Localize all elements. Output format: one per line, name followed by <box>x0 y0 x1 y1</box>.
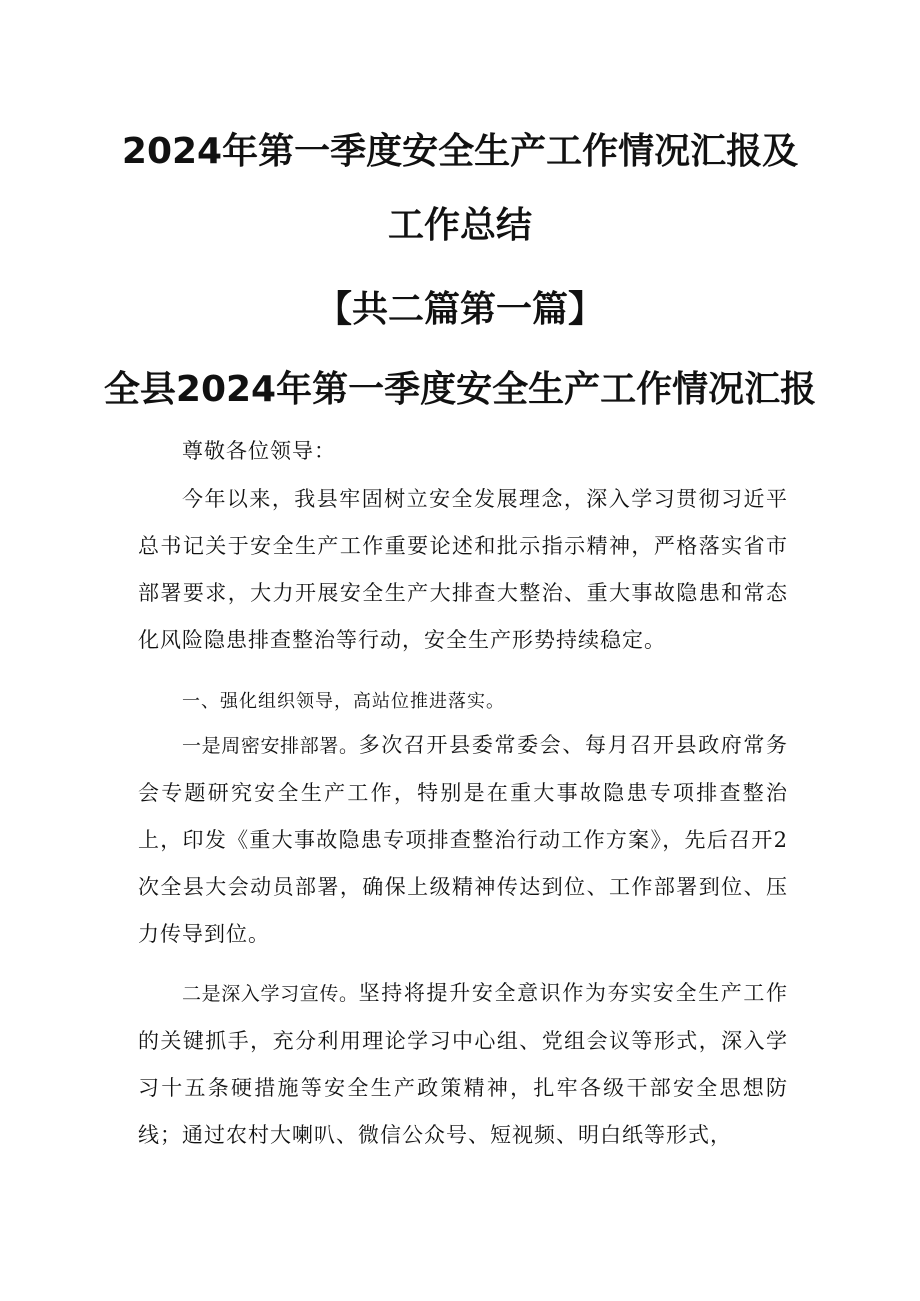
greeting: 尊敬各位领导： <box>182 439 336 463</box>
title-line-1: 2024年第一季度安全生产工作情况汇报及 <box>121 131 799 172</box>
series-label: 【共二篇第一篇】 <box>315 289 604 330</box>
intro-paragraph: 今年以来，我县牢固树立安全发展理念，深入学习贯彻习近平总书记关于安全生产工作重要论述和批示指示精神，严格落实省市部署要求，大力开展安全生产大排查大整治、重大事故隐患和常态化风险隐患排查整治等行动，安全生产形势持续稳定。 <box>138 487 788 652</box>
item-1-lead: 一是周密安排部署。 <box>182 735 359 757</box>
item-2-lead: 二是深入学习宣传。 <box>182 983 359 1005</box>
item-1-paragraph <box>138 722 788 958</box>
section-heading-1: 一、强化组织领导，高站位推进落实。 <box>182 691 505 712</box>
title-line-2: 工作总结 <box>387 205 532 246</box>
item-2-paragraph <box>138 970 788 1159</box>
item-2-text: 坚持将提升安全意识作为夯实安全生产工作的关键抓手，充分利用理论学习中心组、党组会议等形式，深入学习十五条硬措施等安全生产政策精神，扎牢各级干部安全思想防线；通过农村大喇叭、微信公众号、短视频、明白纸等形式， <box>138 981 788 1147</box>
item-1-text: 多次召开县委常委会、每月召开县政府常务会专题研究安全生产工作，特别是在重大事故隐患专项排查整治上，印发《重大事故隐患专项排查整治行动工作方案》，先后召开2次全县大会动员部署，确保上级精神传达到位、工作部署到位、压力传导到位。 <box>138 733 788 946</box>
report-title: 全县2024年第一季度安全生产工作情况汇报 <box>103 369 817 410</box>
